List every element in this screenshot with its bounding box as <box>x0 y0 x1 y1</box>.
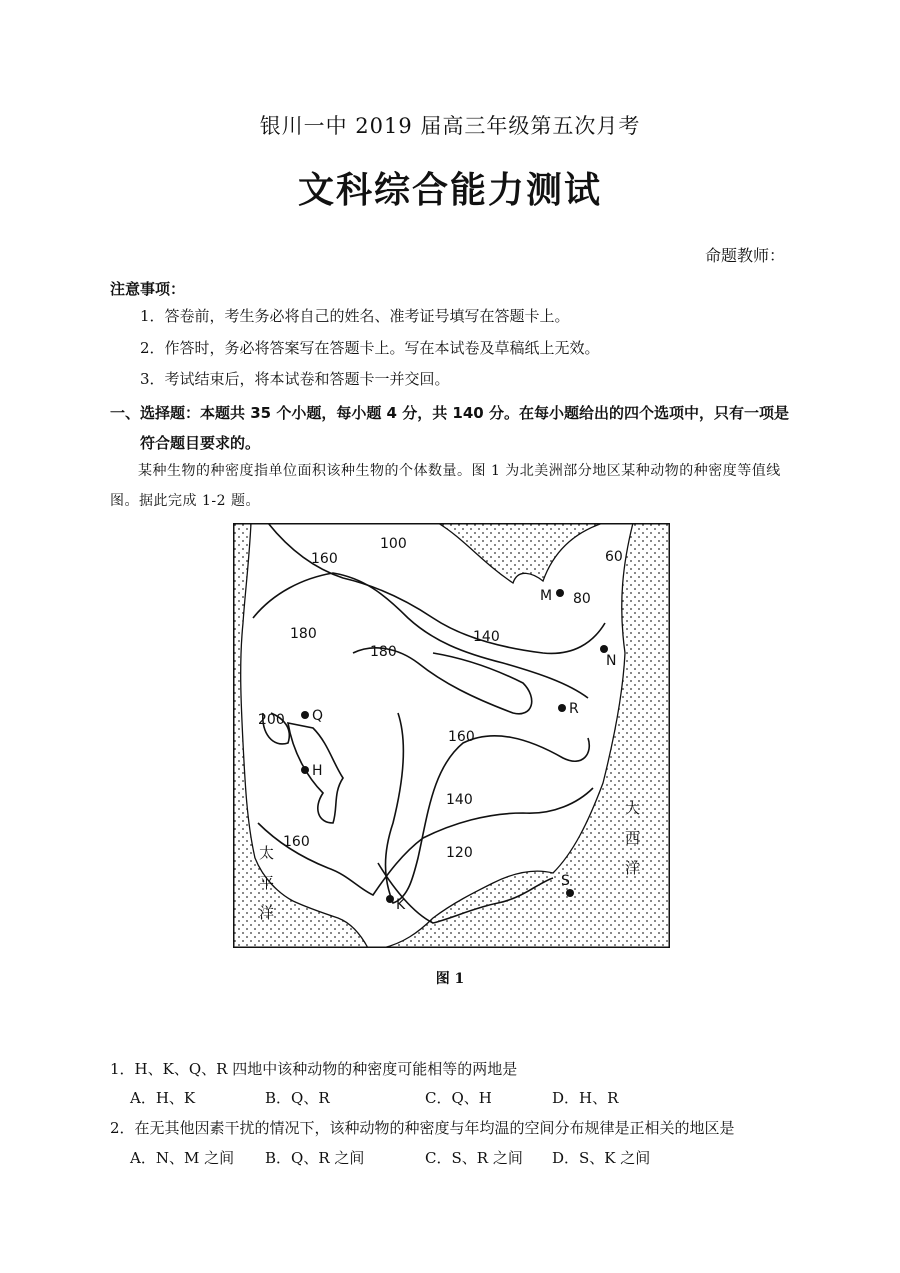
point-r <box>558 704 566 712</box>
isoline-label: 120 <box>446 845 473 861</box>
density-isoline-map <box>233 523 670 948</box>
isoline-label: 140 <box>446 792 473 808</box>
answer-option: C．Q、H <box>425 1089 492 1107</box>
author-label: 命题教师： <box>704 246 785 265</box>
section-line-2: 符合题目要求的。 <box>140 434 261 452</box>
point-n <box>600 645 608 653</box>
point-label: Q <box>312 708 324 724</box>
isoline-label: 180 <box>370 644 397 660</box>
isoline-label: 80 <box>573 591 591 607</box>
isoline-label: 160 <box>283 834 310 850</box>
answer-option: D．S、K 之间 <box>552 1149 651 1167</box>
svg-text:西: 西 <box>625 829 641 847</box>
answer-option: A．N、M 之间 <box>130 1149 235 1167</box>
figure-caption: 图 1 <box>435 971 465 987</box>
atlantic-ocean-label <box>625 799 640 877</box>
question-intro: 某种生物的种密度指单位面积该种生物的个体数量。图 1 为北美洲部分地区某种动物的种密度等值线图。据此完成 1-2 题。 <box>110 463 781 509</box>
question-stem: 1．H、K、Q、R 四地中该种动物的种密度可能相等的两地是 <box>110 1060 518 1078</box>
subject-title: 文科综合能力测试 <box>297 170 602 211</box>
point-m <box>556 589 564 597</box>
point-k <box>386 895 394 903</box>
answer-option: A．H、K <box>130 1089 196 1107</box>
isoline-label: 100 <box>380 536 407 552</box>
notice-item: 3．考试结束后，将本试卷和答题卡一并交回。 <box>140 370 450 388</box>
answer-option: D．H、R <box>552 1089 619 1107</box>
point-label: N <box>606 653 617 669</box>
svg-text:洋: 洋 <box>625 859 641 877</box>
isoline-label: 200 <box>258 712 285 728</box>
point-label: R <box>569 701 579 717</box>
answer-option: C．S、R 之间 <box>425 1149 523 1167</box>
svg-text:洋: 洋 <box>259 904 275 922</box>
answer-option: B．Q、R <box>265 1089 330 1107</box>
point-s <box>566 889 574 897</box>
question-stem: 2．在无其他因素干扰的情况下，该种动物的种密度与年均温的空间分布规律是正相关的地区是 <box>110 1119 735 1137</box>
point-label: M <box>540 588 553 604</box>
isoline-label: 160 <box>448 729 475 745</box>
section-instructions <box>110 398 810 458</box>
svg-text:太: 太 <box>259 844 275 862</box>
section-line-1: 一、选择题：本题共 35 个小题，每小题 4 分，共 140 分。在每小题给出的四个选项中，只有一项是 <box>110 404 789 422</box>
isoline-label: 160 <box>311 551 338 567</box>
exam-title: 银川一中 2019 届高三年级第五次月考 <box>259 114 641 138</box>
notice-item: 2．作答时，务必将答案写在答题卡上。写在本试卷及草稿纸上无效。 <box>140 339 600 357</box>
point-label: S <box>561 873 570 889</box>
svg-text:平: 平 <box>259 874 275 892</box>
isoline-label: 140 <box>473 629 500 645</box>
isoline-label: 60 <box>605 549 623 565</box>
point-label: H <box>312 763 323 779</box>
svg-text:大: 大 <box>625 799 641 817</box>
answer-option: B．Q、R 之间 <box>265 1149 365 1167</box>
pacific-ocean-label <box>259 844 274 922</box>
point-label: K <box>396 897 406 913</box>
point-q <box>301 711 309 719</box>
point-h <box>301 766 309 774</box>
isoline-label: 180 <box>290 626 317 642</box>
notice-heading: 注意事项： <box>110 280 186 298</box>
notice-item: 1．答卷前，考生务必将自己的姓名、准考证号填写在答题卡上。 <box>140 307 570 325</box>
